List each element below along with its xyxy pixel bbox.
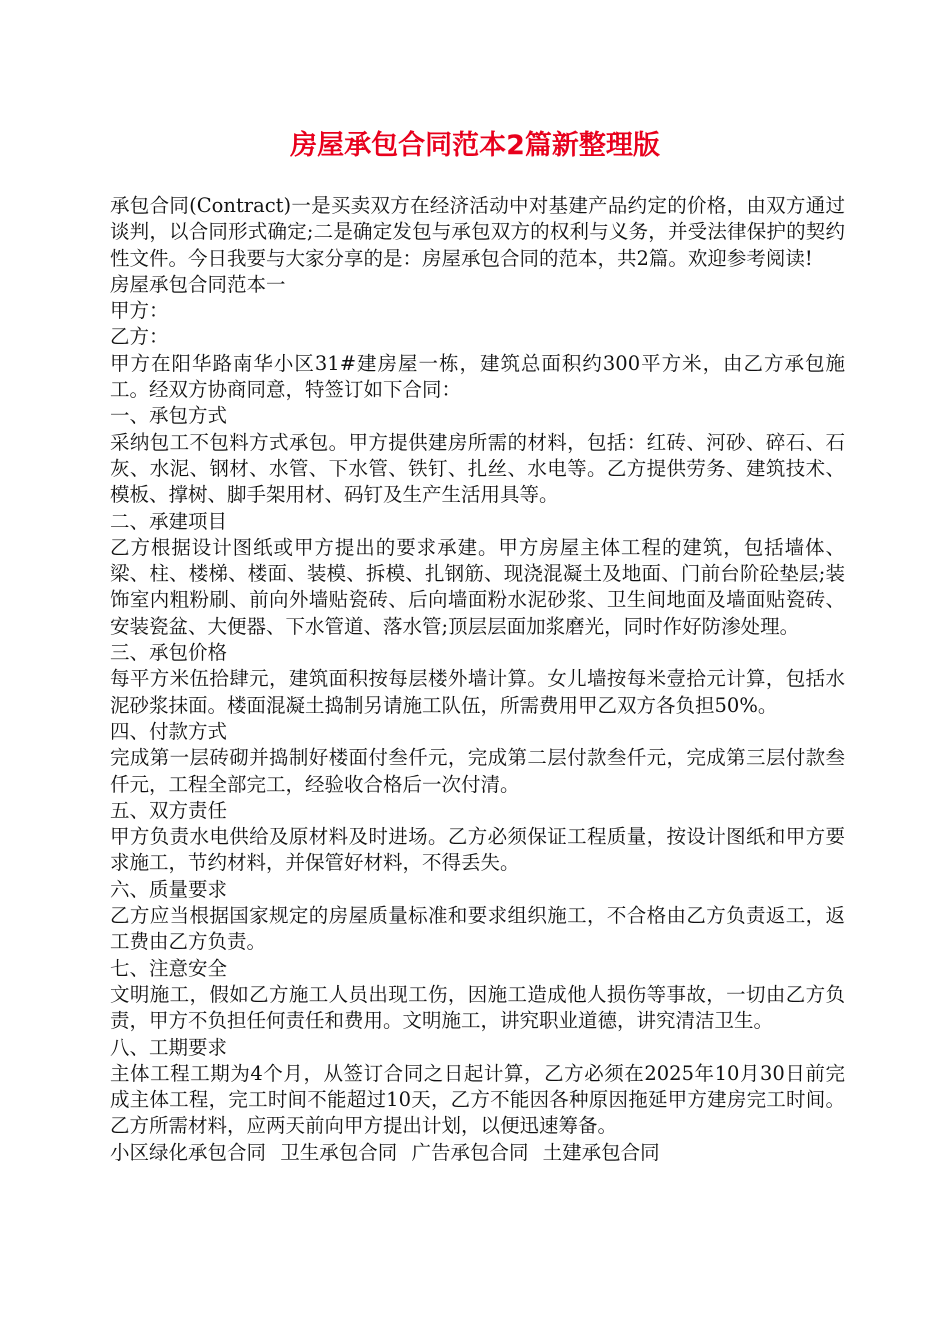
section-body: 完成第一层砖砌并捣制好楼面付叁仟元，完成第二层付款叁仟元，完成第三层付款叁仟元，工程全部完工，经验收合格后一次付清。 [110, 746, 845, 796]
section-body: 主体工程工期为4个月，从签订合同之日起计算，乙方必须在2025年10月30日前完成主体工程，完工时间不能超过10天，乙方不能因各种原因拖延甲方建房完工时间。乙方所需材料，应两天前向甲方提出计划，以便迅速筹备。 [110, 1061, 845, 1138]
intro-paragraph: 承包合同(Contract)一是买卖双方在经济活动中对基建产品约定的价格，由双方通过谈判，以合同形式确定;二是确定发包与承包双方的权利与义务，并受法律保护的契约性文件。今日我要与大家分享的是：房屋承包合同的范本，共2篇。欢迎参考阅读! [110, 194, 845, 270]
section-heading: 六、质量要求 [110, 877, 228, 901]
section-heading: 五、双方责任 [110, 798, 228, 822]
section-heading: 四、付款方式 [110, 719, 228, 743]
related-link[interactable]: 广告承包合同 [411, 1140, 529, 1164]
section-heading: 一、承包方式 [110, 404, 228, 428]
party-b-line: 乙方： [110, 325, 169, 349]
section-body: 乙方应当根据国家规定的房屋质量标准和要求组织施工，不合格由乙方负责返工，返工费由乙方负责。 [110, 904, 845, 954]
preamble-paragraph: 甲方在阳华路南华小区31#建房屋一栋，建筑总面积约300平方米，由乙方承包施工。经双方协商同意，特签订如下合同： [110, 351, 845, 402]
section-body: 文明施工，假如乙方施工人员出现工伤，因施工造成他人损伤等事故，一切由乙方负责，甲方不负担任何责任和费用。文明施工，讲究职业道德，讲究清洁卫生。 [110, 982, 845, 1033]
related-link[interactable]: 卫生承包合同 [280, 1140, 398, 1164]
section-body: 乙方根据设计图纸或甲方提出的要求承建。甲方房屋主体工程的建筑，包括墙体、梁、柱、楼梯、楼面、装模、拆模、扎钢筋、现浇混凝土及地面、门前台阶砼垫层;装饰室内粗粉刷、前向外墙贴瓷砖、后向墙面粉水泥砂浆、卫生间地面及墙面贴瓷砖、安装瓷盆、大便器、下水管道、落水管;顶层层面加浆磨光，同时作好防渗处理。 [110, 535, 845, 638]
document-title: 房屋承包合同范本2篇新整理版 [290, 130, 660, 161]
related-link[interactable]: 小区绿化承包合同 [110, 1140, 267, 1164]
section-heading: 二、承建项目 [110, 509, 228, 533]
related-link[interactable]: 土建承包合同 [542, 1140, 660, 1164]
related-links [110, 1140, 845, 1166]
section-body: 采纳包工不包料方式承包。甲方提供建房所需的材料，包括：红砖、河砂、碎石、石灰、水泥、钢材、水管、下水管、铁钉、扎丝、水电等。乙方提供劳务、建筑技术、模板、撑树、脚手架用材、码钉及生产生活用具等。 [110, 430, 845, 507]
section-body: 甲方负责水电供给及原材料及时进场。乙方必须保证工程质量，按设计图纸和甲方要求施工，节约材料，并保管好材料，不得丢失。 [110, 825, 845, 875]
document-body [110, 193, 845, 1166]
section-heading: 三、承包价格 [110, 641, 228, 665]
section-heading: 八、工期要求 [110, 1035, 228, 1059]
section-body: 每平方米伍拾肆元，建筑面积按每层楼外墙计算。女儿墙按每米壹拾元计算，包括水泥砂浆抹面。楼面混凝土捣制另请施工队伍，所需费用甲乙双方各负担50%。 [110, 667, 845, 717]
party-a-line: 甲方： [110, 299, 169, 323]
sample-heading: 房屋承包合同范本一 [110, 272, 286, 296]
section-heading: 七、注意安全 [110, 956, 228, 980]
